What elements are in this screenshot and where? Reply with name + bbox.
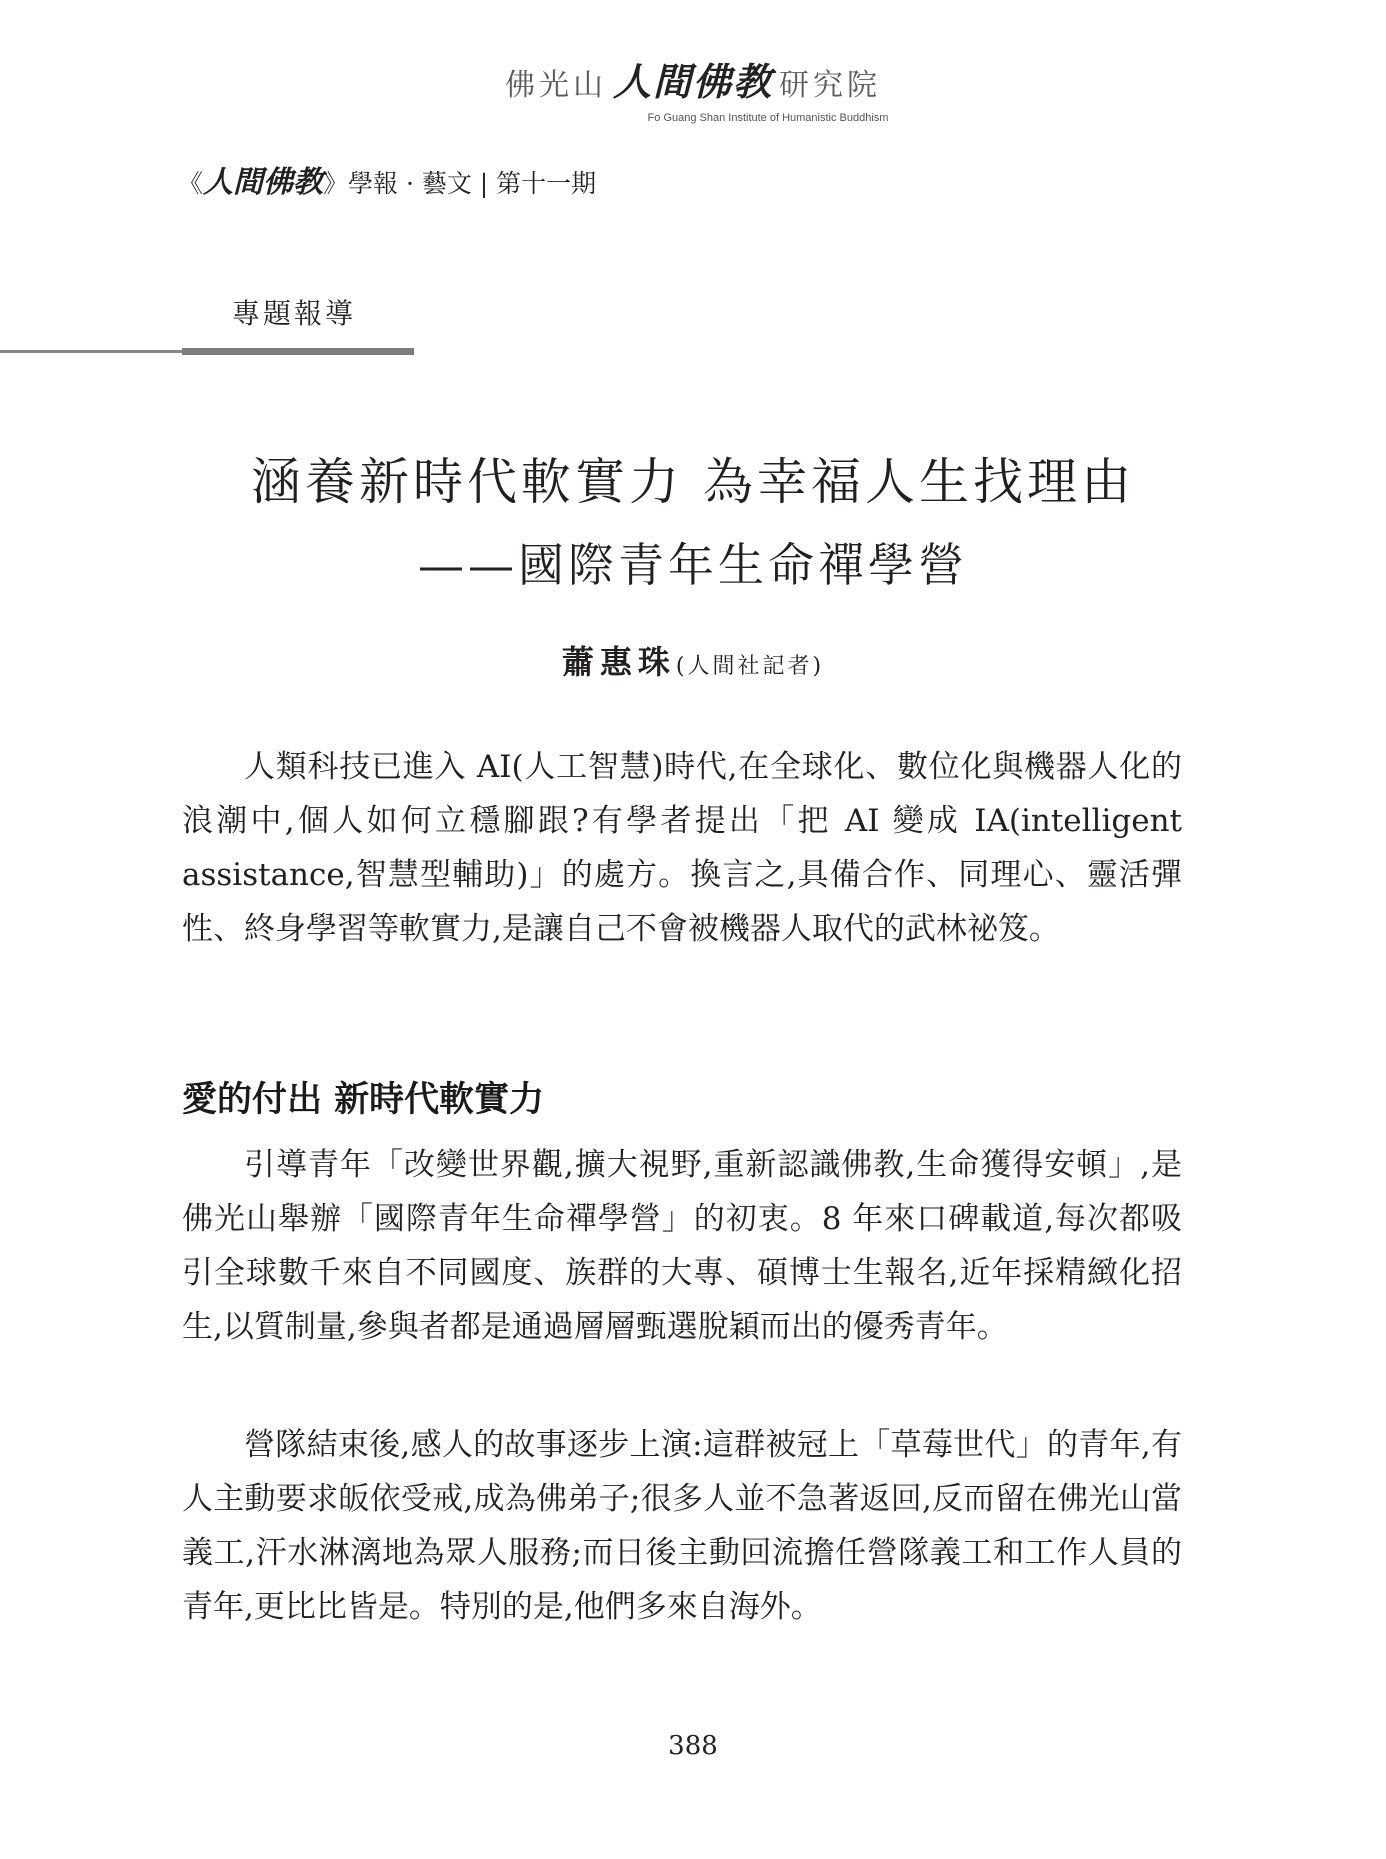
institute-english-name: Fo Guang Shan Institute of Humanistic Buddhism	[647, 112, 889, 124]
institute-suffix: 研究院	[779, 68, 881, 103]
institute-name	[0, 62, 1386, 106]
section-divider-accent	[182, 348, 414, 355]
institute-prefix: 佛光山	[504, 68, 607, 103]
journal-brand-logo: 人間佛教	[203, 165, 324, 200]
body-paragraph: 人類科技已進入 AI(人工智慧)時代,在全球化、數位化與機器人化的浪潮中,個人如何立穩腳跟?有學者提出「把 AI 變成 IA(intelligent assistance,智慧型輔助)」的處方。換言之,具備合作、同理心、靈活彈性、終身學習等軟實力,是讓自己不會被機器人取代的武林祕笈。	[182, 749, 1182, 947]
journal-running-header	[178, 163, 596, 204]
article-subtitle: ——國際青年生命禪學營	[418, 538, 968, 592]
page-number: 388	[668, 1731, 718, 1761]
author-role: (人間社記者)	[675, 654, 825, 679]
body-paragraph: 營隊結束後,感人的故事逐步上演:這群被冠上「草莓世代」的青年,有人主動要求皈依受戒,成為佛弟子;很多人並不急著返回,反而留在佛光山當義工,汗水淋漓地為眾人服務;而日後主動回流擔任營隊義工和工作人員的青年,更比比皆是。特別的是,他們多來自海外。	[182, 1427, 1182, 1625]
section-heading: 愛的付出 新時代軟實力	[182, 1079, 545, 1120]
body-paragraph: 引導青年「改變世界觀,擴大視野,重新認識佛教,生命獲得安頓」,是佛光山舉辦「國際青年生命禪學營」的初衷。8 年來口碑載道,每次都吸引全球數千來自不同國度、族群的大專、碩博士生報名,近年採精緻化招生,以質制量,參與者都是通過層層甄選脫穎而出的優秀青年。	[182, 1147, 1182, 1345]
author-byline	[0, 640, 1386, 690]
article-title: 涵養新時代軟實力 為幸福人生找理由	[251, 453, 1135, 511]
journal-issue: 》學報 · 藝文 | 第十一期	[323, 169, 597, 198]
institute-brand-logo: 人間佛教	[612, 60, 773, 104]
journal-open-bracket: 《	[178, 169, 204, 198]
author-name: 蕭惠珠	[561, 643, 676, 681]
institute-header	[0, 62, 1386, 124]
section-label: 專題報導	[232, 297, 357, 330]
